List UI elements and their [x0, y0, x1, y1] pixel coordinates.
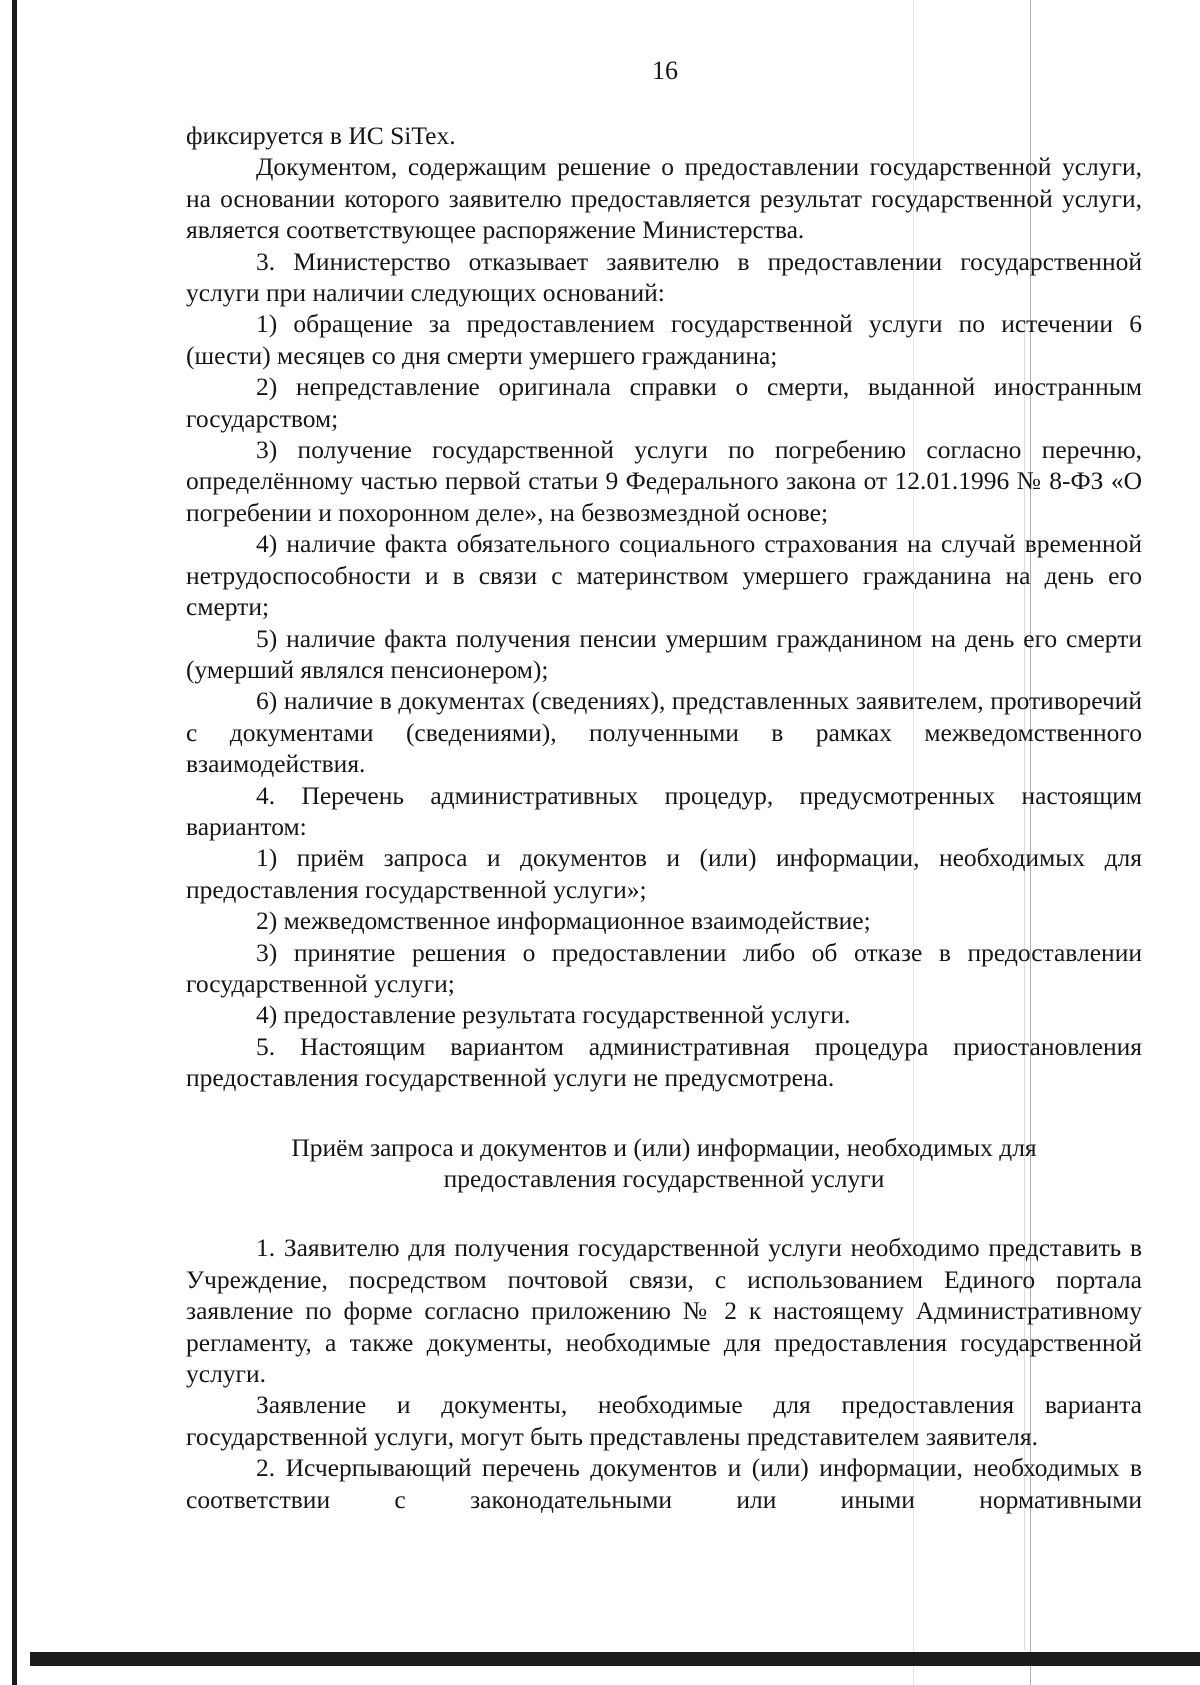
paragraph: 1. Заявителю для получения государственной услуги необходимо представить в Учреждение, посредством почтовой связи, с использованием Единого портала заявление по форме согласно приложению № 2 к настоящему Административному регламенту, а также документы, необходимые для предоставления государственной услуги.: [186, 1233, 1142, 1389]
list-item: 3) принятие решения о предоставлении либо об отказе в предоставлении государственной услуги;: [186, 937, 1142, 998]
section-heading-line-2: предоставления государственной услуги: [443, 1164, 885, 1193]
page-number: 16: [652, 56, 678, 85]
paragraph: фиксируется в ИС SiTex.: [186, 121, 456, 150]
paragraph: 2. Исчерпывающий перечень документов и (или) информации, необходимых в соответствии с законодательными или иными нормативными: [186, 1453, 1142, 1514]
section-heading: [186, 1132, 1142, 1195]
list-item: 3) получение государственной услуги по погребению согласно перечню, определённому частью первой статьи 9 Федерального закона от 12.01.1996 № 8-ФЗ «О погребении и похоронном деле», на безвозмездной основе;: [186, 435, 1142, 527]
paragraph: 5. Настоящим вариантом административная процедура приостановления предоставления государственной услуги не предусмотрена.: [186, 1031, 1142, 1093]
paragraph: 4. Перечень административных процедур, предусмотренных настоящим вариантом:: [186, 780, 1142, 841]
list-item: 6) наличие в документах (сведениях), представленных заявителем, противоречий с документами (сведениями), полученными в рамках межведомственного взаимодействия.: [186, 686, 1142, 779]
list-item: 1) приём запроса и документов и (или) информации, необходимых для предоставления государственной услуги»;: [186, 843, 1142, 904]
document-body: [186, 120, 1142, 1515]
list-item: 4) наличие факта обязательного социального страхования на случай временной нетрудоспособности и в связи с материнством умершего гражданина на день его смерти;: [186, 529, 1142, 622]
paragraph: Заявление и документы, необходимые для предоставления варианта государственной услуги, могут быть представлены представителем заявителя.: [186, 1390, 1142, 1451]
scan-bottom-edge: [30, 1652, 1200, 1666]
list-item: 5) наличие факта получения пенсии умершим гражданином на день его смерти (умерший являлся пенсионером);: [186, 623, 1142, 684]
list-item: 1) обращение за предоставлением государственной услуги по истечении 6 (шести) месяцев со дня смерти умершего гражданина;: [186, 309, 1142, 370]
paragraph: Документом, содержащим решение о предоставлении государственной услуги, на основании которого заявителю предоставляется результат государственной услуги, является соответствующее распоряжение Министерства.: [186, 152, 1142, 245]
list-item: 2) непредставление оригинала справки о смерти, выданной иностранным государством;: [186, 372, 1142, 433]
list-item: 2) межведомственное информационное взаимодействие;: [256, 906, 871, 936]
list-item: 4) предоставление результата государственной услуги.: [256, 1000, 851, 1030]
scan-left-edge: [12, 0, 17, 1685]
section-heading-line-1: Приём запроса и документов и (или) информации, необходимых для: [291, 1132, 1037, 1162]
paragraph: 3. Министерство отказывает заявителю в предоставлении государственной услуги при наличии следующих оснований:: [186, 246, 1142, 308]
